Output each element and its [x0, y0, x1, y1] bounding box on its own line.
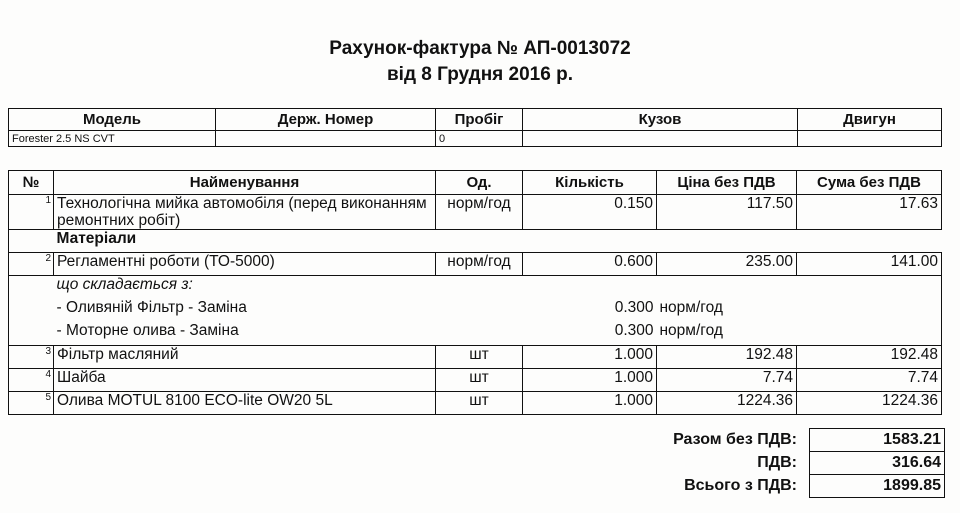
col-sum: Сума без ПДВ: [797, 171, 942, 195]
subitem-qty: 0.300: [614, 299, 654, 316]
col-unit: Од.: [436, 171, 523, 195]
item-price: 235.00: [657, 253, 797, 276]
table-row: [9, 392, 942, 415]
col-model: Модель: [9, 109, 216, 131]
row-number: 1: [9, 195, 54, 230]
item-name: Технологічна мийка автомобіля (перед виконанням ремонтних робіт): [54, 195, 436, 230]
invoice-date: від 8 Грудня 2016 р.: [387, 64, 573, 85]
vat-row: [604, 452, 945, 475]
item-unit: шт: [436, 369, 523, 392]
row-number: 5: [9, 392, 54, 415]
totals-table: [604, 428, 945, 498]
item-sum: 7.74: [797, 369, 942, 392]
item-sum: 141.00: [797, 253, 942, 276]
vat-label: ПДВ:: [757, 454, 797, 471]
item-unit: норм/год: [436, 253, 523, 276]
total-row: [604, 475, 945, 498]
item-unit: норм/год: [436, 195, 523, 230]
item-unit: шт: [436, 346, 523, 369]
engine-value: [798, 131, 942, 147]
col-quantity: Кількість: [523, 171, 657, 195]
col-number: №: [9, 171, 54, 195]
consists-label: що складається з:: [56, 276, 193, 293]
item-sum: 17.63: [797, 195, 942, 230]
table-row: [9, 253, 942, 276]
item-name: Регламентні роботи (ТО-5000): [54, 253, 436, 276]
item-name: Шайба: [54, 369, 436, 392]
subitem-unit: норм/год: [659, 322, 723, 339]
subitem-unit: норм/год: [659, 299, 723, 316]
vat-value: 316.64: [810, 452, 945, 475]
item-qty: 1.000: [523, 369, 657, 392]
subtotal-label: Разом без ПДВ:: [673, 431, 797, 448]
vehicle-table: [8, 108, 942, 147]
subitem-qty: 0.300: [614, 322, 654, 339]
group-row: [9, 230, 942, 253]
subitem-name: - Оливяній Фільтр - Заміна: [56, 299, 247, 316]
item-name: Фільтр масляний: [54, 346, 436, 369]
table-row: [9, 346, 942, 369]
subitem-row: [9, 322, 942, 346]
table-row: [9, 369, 942, 392]
item-sum: 192.48: [797, 346, 942, 369]
item-price: 192.48: [657, 346, 797, 369]
consists-row: [9, 276, 942, 300]
subitem-name: - Моторне олива - Заміна: [56, 322, 239, 339]
item-qty: 0.150: [523, 195, 657, 230]
item-sum: 1224.36: [797, 392, 942, 415]
col-name: Найменування: [54, 171, 436, 195]
col-mileage: Пробіг: [436, 109, 523, 131]
model-value: Forester 2.5 NS CVT: [9, 131, 216, 147]
col-engine: Двигун: [798, 109, 942, 131]
col-body: Кузов: [523, 109, 798, 131]
item-price: 1224.36: [657, 392, 797, 415]
item-qty: 0.600: [523, 253, 657, 276]
body-value: [523, 131, 798, 147]
row-number: 4: [9, 369, 54, 392]
total-label: Всього з ПДВ:: [684, 477, 797, 494]
subtotal-row: [604, 429, 945, 452]
item-qty: 1.000: [523, 346, 657, 369]
group-label: Матеріали: [54, 230, 942, 253]
subtotal-value: 1583.21: [810, 429, 945, 452]
col-plate: Держ. Номер: [216, 109, 436, 131]
items-header-row: [9, 171, 942, 195]
items-table: [8, 170, 942, 415]
subitem-row: [9, 299, 942, 322]
vehicle-header-row: [9, 109, 942, 131]
table-row: [9, 195, 942, 230]
item-price: 117.50: [657, 195, 797, 230]
item-qty: 1.000: [523, 392, 657, 415]
item-price: 7.74: [657, 369, 797, 392]
col-price: Ціна без ПДВ: [657, 171, 797, 195]
item-unit: шт: [436, 392, 523, 415]
vehicle-value-row: [9, 131, 942, 147]
row-number: 2: [9, 253, 54, 276]
mileage-value: 0: [436, 131, 523, 147]
plate-value: [216, 131, 436, 147]
invoice-title: Рахунок-фактура № АП-0013072: [329, 38, 631, 59]
item-name: Олива MOTUL 8100 ECO-lite OW20 5L: [54, 392, 436, 415]
total-value: 1899.85: [810, 475, 945, 498]
row-number: 3: [9, 346, 54, 369]
